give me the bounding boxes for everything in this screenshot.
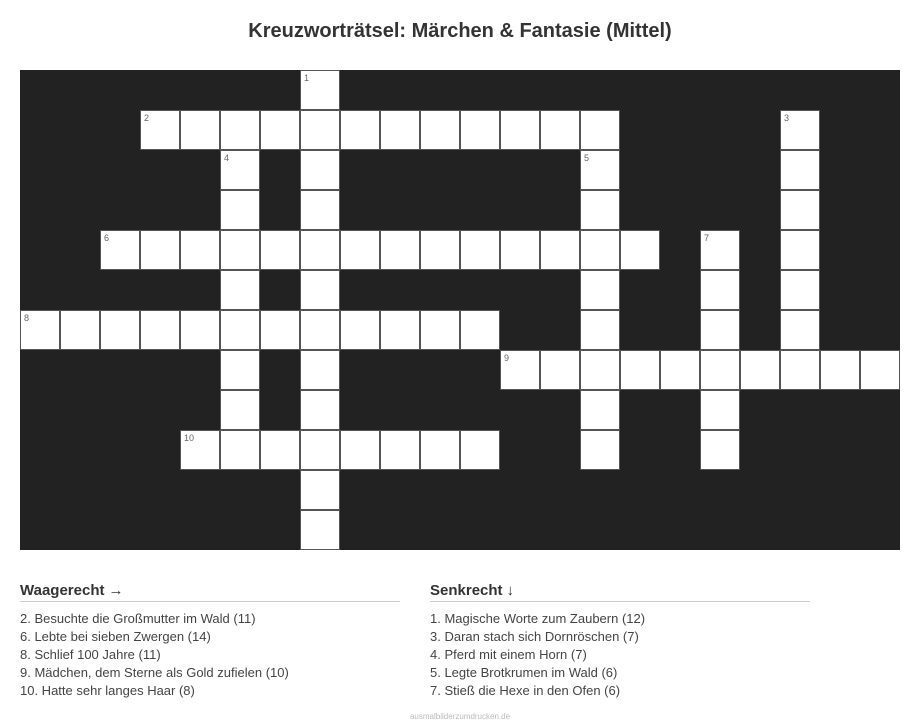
crossword-cell[interactable]: [540, 350, 580, 390]
crossword-cell[interactable]: [340, 110, 380, 150]
clue-number: 1: [304, 73, 310, 83]
crossword-cell[interactable]: [20, 310, 60, 350]
crossword-cell[interactable]: [580, 310, 620, 350]
crossword-cell[interactable]: [620, 350, 660, 390]
crossword-cell[interactable]: [300, 390, 340, 430]
crossword-cell[interactable]: [300, 70, 340, 110]
crossword-cell[interactable]: [300, 190, 340, 230]
crossword-cell[interactable]: [460, 310, 500, 350]
crossword-cell[interactable]: [380, 110, 420, 150]
crossword-cell[interactable]: [420, 230, 460, 270]
down-clue-list: [430, 610, 810, 700]
crossword-cell[interactable]: [300, 230, 340, 270]
crossword-cell[interactable]: [100, 310, 140, 350]
crossword-cell[interactable]: [540, 230, 580, 270]
crossword-cell[interactable]: [140, 230, 180, 270]
crossword-grid: [20, 70, 900, 550]
clue-item: 9. Mädchen, dem Sterne als Gold zufielen (10): [20, 665, 289, 680]
crossword-cell[interactable]: [420, 430, 460, 470]
clue-item: 1. Magische Worte zum Zaubern (12): [430, 611, 646, 626]
crossword-cell[interactable]: [220, 190, 260, 230]
crossword-cell[interactable]: [420, 110, 460, 150]
crossword-cell[interactable]: [180, 310, 220, 350]
crossword-cell[interactable]: [300, 150, 340, 190]
crossword-cell[interactable]: [340, 310, 380, 350]
clue-number: 6: [104, 233, 110, 243]
crossword-cell[interactable]: [660, 350, 700, 390]
down-heading: [430, 582, 810, 602]
crossword-cell[interactable]: [220, 430, 260, 470]
crossword-cell[interactable]: [380, 430, 420, 470]
clue-number: 5: [584, 153, 590, 163]
crossword-cell[interactable]: [180, 430, 220, 470]
across-heading: [20, 582, 400, 602]
clue-item: 7. Stieß die Hexe in den Ofen (6): [430, 683, 621, 698]
crossword-cell[interactable]: [740, 350, 780, 390]
across-clues: [20, 582, 400, 700]
crossword-cell[interactable]: [140, 310, 180, 350]
crossword-cell[interactable]: [220, 310, 260, 350]
crossword-cell[interactable]: [220, 390, 260, 430]
crossword-cell[interactable]: [300, 110, 340, 150]
crossword-cell[interactable]: [300, 430, 340, 470]
crossword-cell[interactable]: [460, 430, 500, 470]
crossword-cell[interactable]: [780, 190, 820, 230]
crossword-cell[interactable]: [380, 310, 420, 350]
page-title: Kreuzworträtsel: Märchen & Fantasie (Mittel): [248, 20, 672, 42]
crossword-cell[interactable]: [220, 150, 260, 190]
crossword-cell[interactable]: [500, 350, 540, 390]
crossword-cell[interactable]: [60, 310, 100, 350]
crossword-cell[interactable]: [620, 230, 660, 270]
clue-item: 2. Besuchte die Großmutter im Wald (11): [20, 611, 256, 626]
clue-number: 9: [504, 353, 510, 363]
crossword-cell[interactable]: [340, 230, 380, 270]
crossword-cell[interactable]: [460, 230, 500, 270]
crossword-cell[interactable]: [260, 310, 300, 350]
crossword-cell[interactable]: [580, 150, 620, 190]
across-clue-list: [20, 610, 400, 700]
clue-item: 4. Pferd mit einem Horn (7): [430, 647, 587, 662]
crossword-cell[interactable]: [500, 230, 540, 270]
crossword-cell[interactable]: [140, 110, 180, 150]
crossword-cell[interactable]: [580, 430, 620, 470]
across-heading-label: Waagerecht: [20, 582, 105, 599]
crossword-cell[interactable]: [460, 110, 500, 150]
crossword-cell[interactable]: [700, 270, 740, 310]
crossword-cell[interactable]: [220, 270, 260, 310]
crossword-cell[interactable]: [580, 230, 620, 270]
crossword-cell[interactable]: [420, 310, 460, 350]
crossword-cell[interactable]: [540, 110, 580, 150]
crossword-cell[interactable]: [300, 270, 340, 310]
footer-watermark: ausmalbilderzumdrucken.de: [409, 712, 511, 721]
clue-number: 4: [224, 153, 230, 163]
crossword-cell[interactable]: [220, 110, 260, 150]
crossword-cell[interactable]: [700, 430, 740, 470]
crossword-cell[interactable]: [300, 310, 340, 350]
crossword-cell[interactable]: [700, 390, 740, 430]
crossword-cell[interactable]: [580, 190, 620, 230]
down-heading-label: Senkrecht: [430, 582, 503, 599]
crossword-cell[interactable]: [580, 270, 620, 310]
clue-item: 3. Daran stach sich Dornröschen (7): [430, 629, 639, 644]
crossword-cell[interactable]: [580, 390, 620, 430]
crossword-cell[interactable]: [300, 470, 340, 510]
crossword-cell[interactable]: [780, 110, 820, 150]
crossword-cell[interactable]: [180, 230, 220, 270]
crossword-cell[interactable]: [220, 230, 260, 270]
clue-number: 2: [144, 113, 150, 123]
crossword-cell[interactable]: [180, 110, 220, 150]
down-clues: [430, 582, 810, 700]
crossword-cell[interactable]: [780, 310, 820, 350]
arrow-right-icon: →: [108, 582, 124, 599]
crossword-cell[interactable]: [260, 110, 300, 150]
clue-number: 3: [784, 113, 790, 123]
clue-number: 8: [24, 313, 30, 323]
crossword-cell[interactable]: [700, 230, 740, 270]
crossword-cell[interactable]: [780, 350, 820, 390]
crossword-cell[interactable]: [700, 350, 740, 390]
crossword-cell[interactable]: [300, 510, 340, 550]
clue-item: 5. Legte Brotkrumen im Wald (6): [430, 665, 618, 680]
crossword-cell[interactable]: [580, 110, 620, 150]
crossword-cell[interactable]: [380, 230, 420, 270]
arrow-down-icon: ↓: [506, 582, 515, 599]
crossword-cell[interactable]: [500, 110, 540, 150]
crossword-cell[interactable]: [260, 430, 300, 470]
crossword-cell[interactable]: [780, 150, 820, 190]
crossword-cell[interactable]: [580, 350, 620, 390]
crossword-cell[interactable]: [220, 350, 260, 390]
clue-item: 10. Hatte sehr langes Haar (8): [20, 683, 195, 698]
crossword-cell[interactable]: [100, 230, 140, 270]
clue-number: 10: [184, 433, 195, 443]
crossword-cell[interactable]: [300, 350, 340, 390]
crossword-cell[interactable]: [700, 310, 740, 350]
crossword-cell[interactable]: [340, 430, 380, 470]
crossword-cell[interactable]: [260, 230, 300, 270]
clue-number: 7: [704, 233, 710, 243]
crossword-cell[interactable]: [860, 350, 900, 390]
clue-item: 6. Lebte bei sieben Zwergen (14): [20, 629, 211, 644]
crossword-cell[interactable]: [780, 230, 820, 270]
clue-item: 8. Schlief 100 Jahre (11): [20, 647, 161, 662]
crossword-cell[interactable]: [820, 350, 860, 390]
crossword-cell[interactable]: [780, 270, 820, 310]
